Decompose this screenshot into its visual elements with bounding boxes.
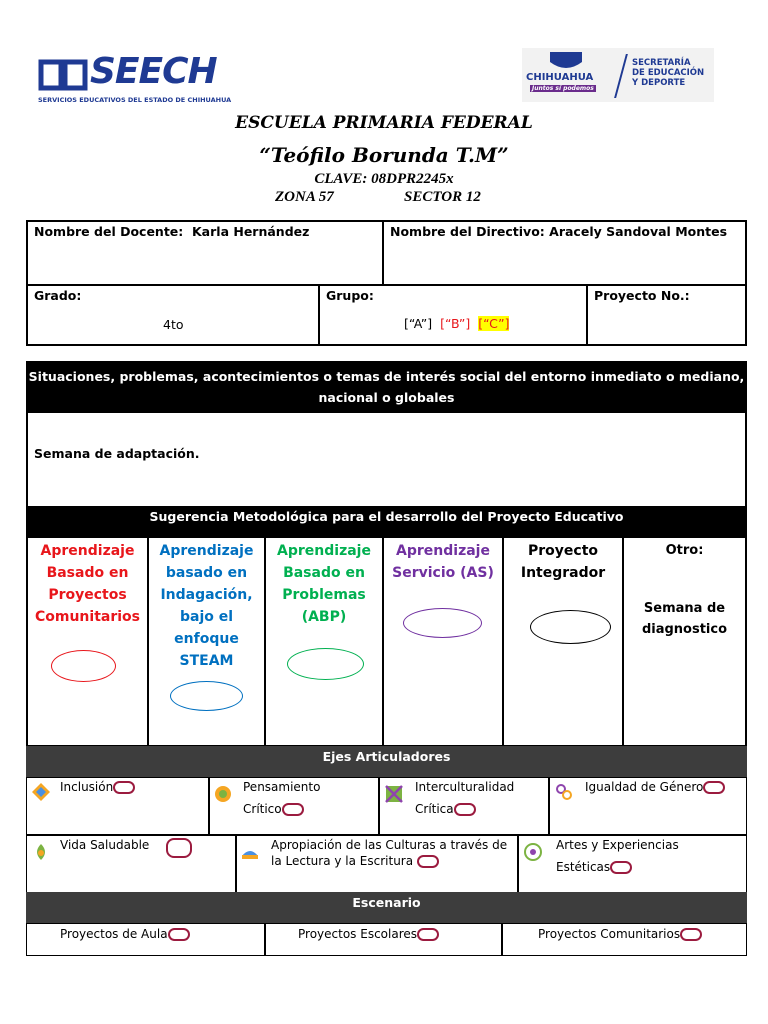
grupo-b: [“B”] — [440, 316, 471, 331]
metodologia-otro-label: Otro: — [665, 543, 704, 558]
eje-artes-checkbox[interactable] — [610, 861, 632, 874]
metodologia-abp: Aprendizaje Basado en Problemas (ABP) — [277, 543, 371, 625]
school-sector: SECTOR 12 — [404, 189, 481, 205]
artes-icon — [523, 842, 543, 862]
logo-divider — [614, 54, 628, 98]
directivo-field: Nombre del Directivo: Aracely Sandoval Montes — [390, 224, 728, 239]
pensamiento-icon — [213, 784, 233, 804]
metodologia-indagacion: Aprendizaje basado en Indagación, bajo el enfoque STEAM — [159, 543, 254, 669]
grupo-c: [“C”] — [478, 316, 510, 331]
escenario-escolares-checkbox[interactable] — [417, 928, 439, 941]
book-icon — [38, 56, 88, 92]
eje-pensamiento-checkbox[interactable] — [282, 803, 304, 816]
igualdad-icon — [554, 782, 574, 802]
seech-wordmark: SEECH — [90, 51, 217, 92]
chihuahua-logo — [522, 48, 714, 102]
eje-vida-saludable: Vida Saludable — [60, 838, 150, 852]
metodologia-abpc: Aprendizaje Basado en Proyectos Comunitarios — [34, 543, 140, 625]
escenario-aula: Proyectos de Aula — [60, 926, 190, 942]
escenario-header: Escenario — [26, 892, 747, 924]
situaciones-content: Semana de adaptación. — [34, 446, 200, 461]
eje-igualdad-checkbox[interactable] — [703, 781, 725, 794]
metodologia-indagacion-checkbox[interactable] — [170, 681, 243, 711]
proyecto-label: Proyecto No.: — [594, 288, 690, 303]
eje-inclusion: Inclusión — [60, 779, 135, 795]
metodologia-servicio-checkbox[interactable] — [403, 608, 482, 638]
eje-pensamiento: Pensamiento Crítico — [243, 780, 321, 816]
eje-apropiacion-checkbox[interactable] — [417, 855, 439, 868]
metodologia-abp-checkbox[interactable] — [287, 648, 364, 680]
docente-value: Karla Hernández — [192, 224, 310, 239]
grupo-options — [404, 316, 509, 331]
metodologia-integrador-checkbox[interactable] — [530, 610, 611, 644]
metodologia-servicio: Aprendizaje Servicio (AS) — [392, 543, 494, 581]
docente-field: Nombre del Docente: Karla Hernández — [34, 224, 310, 239]
apropiacion-icon — [240, 842, 260, 862]
chihuahua-slogan: Juntos sí podemos — [532, 85, 594, 92]
seech-logo — [38, 52, 234, 108]
school-clave: CLAVE: 08DPR2245x — [314, 171, 454, 187]
eje-artes: Artes y Experiencias Estéticas — [556, 838, 679, 874]
ejes-header: Ejes Articuladores — [26, 746, 747, 778]
situaciones-header: Situaciones, problemas, acontecimientos o temas de interés social del entorno inmediato o mediano, nacional o globales — [28, 363, 745, 413]
eje-inclusion-checkbox[interactable] — [113, 781, 135, 794]
eje-igualdad: Igualdad de Género — [585, 779, 725, 795]
escenario-escolares: Proyectos Escolares — [298, 926, 439, 942]
school-zona: ZONA 57 — [275, 189, 334, 205]
inclusion-icon — [31, 782, 51, 802]
eje-interculturalidad-checkbox[interactable] — [454, 803, 476, 816]
metodologia-otro-value: Semana de diagnostico — [641, 601, 728, 637]
grupo-a: [“A”] — [404, 316, 433, 331]
eje-vida-saludable-checkbox[interactable] — [166, 838, 192, 858]
grado-label: Grado: — [34, 288, 82, 303]
directivo-value: Aracely Sandoval Montes — [549, 224, 728, 239]
escenario-aula-checkbox[interactable] — [168, 928, 190, 941]
school-name: “Teófilo Borunda T.M” — [259, 143, 509, 167]
shield-icon — [544, 50, 588, 72]
metodologia-header: Sugerencia Metodológica para el desarrollo del Proyecto Educativo — [28, 506, 745, 538]
escenario-comunitarios: Proyectos Comunitarios — [538, 926, 702, 942]
eje-interculturalidad: Interculturalidad Crítica — [415, 780, 515, 816]
grado-value: 4to — [163, 317, 184, 332]
vida-saludable-icon — [31, 842, 51, 862]
escenario-comunitarios-checkbox[interactable] — [680, 928, 702, 941]
metodologia-abpc-checkbox[interactable] — [51, 650, 116, 682]
chihuahua-wordmark: CHIHUAHUA — [526, 72, 594, 83]
interculturalidad-icon — [384, 784, 404, 804]
secretaria-name: SECRETARÍA DE EDUCACIÓN Y DEPORTE — [632, 58, 705, 88]
grupo-label: Grupo: — [326, 288, 374, 303]
seech-subtitle: SERVICIOS EDUCATIVOS DEL ESTADO DE CHIHUAHUA — [38, 96, 232, 104]
metodologia-integrador: Proyecto Integrador — [520, 543, 606, 581]
school-type: ESCUELA PRIMARIA FEDERAL — [235, 113, 533, 133]
eje-apropiacion: Apropiación de las Culturas a través de la Lectura y la Escritura — [271, 838, 508, 868]
